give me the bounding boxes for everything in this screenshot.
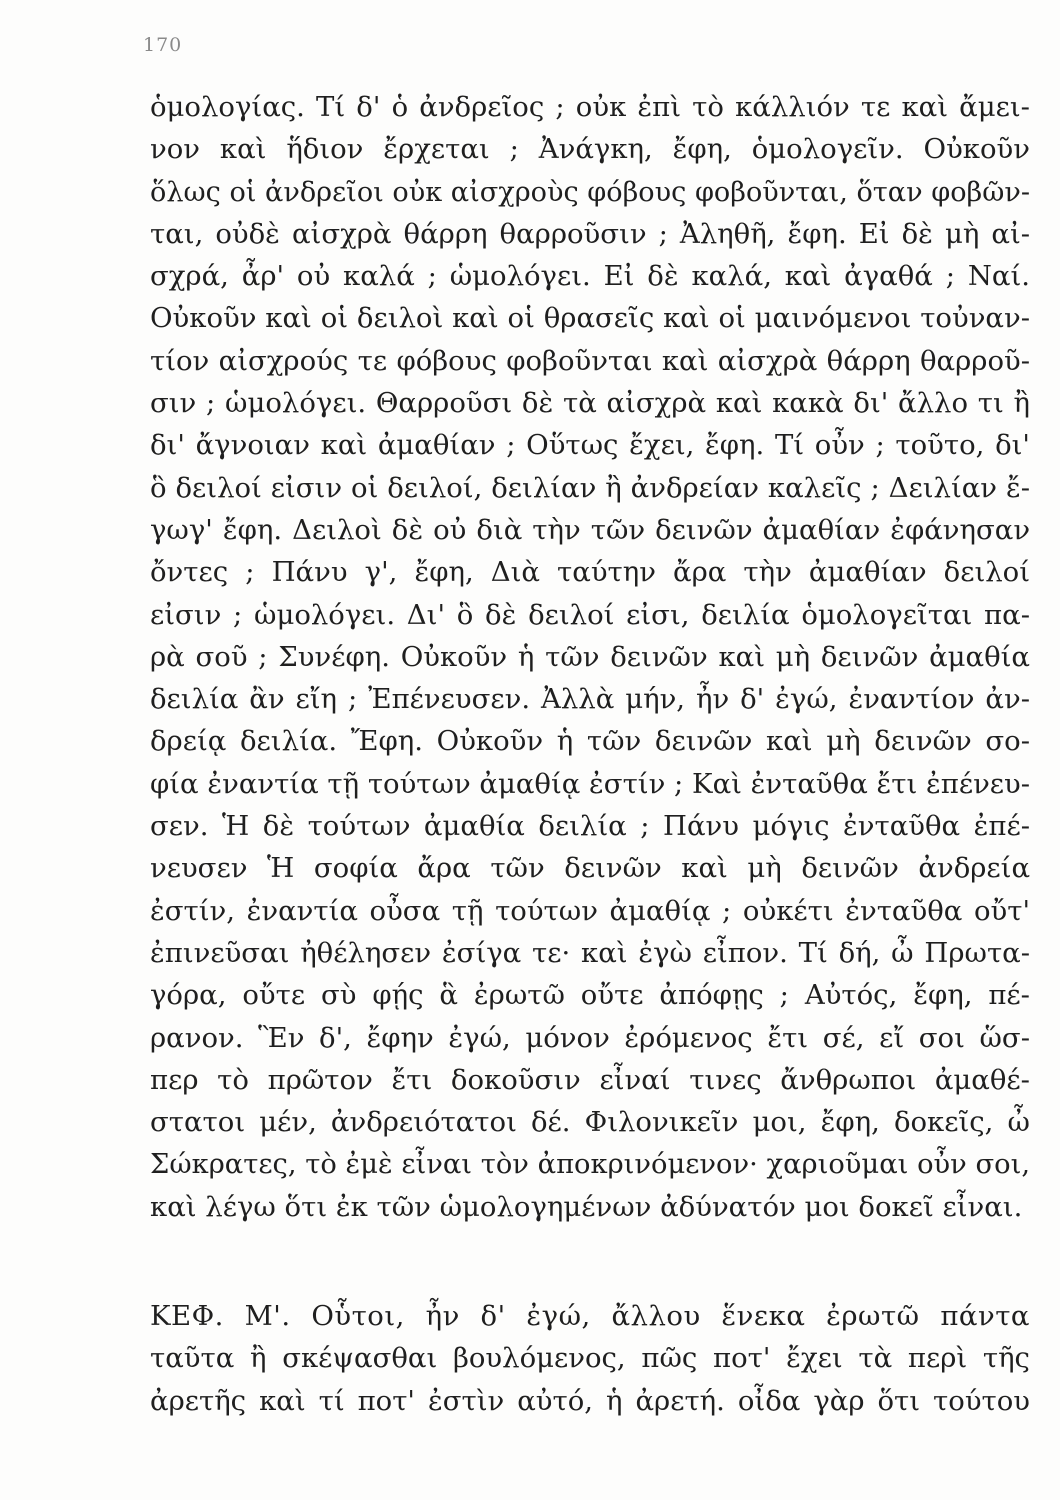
text-line: καὶ λέγω ὅτι ἐκ τῶν ὡμολογημένων ἀδύνατόν μοι δοκεῖ εἶναι. <box>150 1190 1023 1223</box>
text-line: ὅλως οἱ ἀνδρεῖοι οὐκ αἰσχροὺς φόβους φοβοῦνται, ὅταν φοβῶν- <box>150 175 1031 208</box>
paragraph-dialogue <box>150 86 1030 1228</box>
text-line: ται, οὐδὲ αἰσχρὰ θάρρη θαρροῦσιν ; Ἀληθῆ, ἔφη. Εἰ δὲ μὴ αἰ- <box>150 217 1031 250</box>
text-line: ἐπινεῦσαι ἠθέλησεν ἐσίγα τε· καὶ ἐγὼ εἶπον. Τί δή, ὦ Πρωτα- <box>150 936 1031 969</box>
text-line: σχρά, ἆρ' οὐ καλά ; ὡμολόγει. Εἰ δὲ καλά, καὶ ἀγαθά ; Ναί. <box>150 260 1030 293</box>
text-line: ρανον. Ἓν δ', ἔφην ἐγώ, μόνον ἐρόμενος ἔτι σέ, εἴ σοι ὥσ- <box>150 1021 1031 1054</box>
text-line: νον καὶ ἥδιον ἔρχεται ; Ἀνάγκη, ἔφη, ὁμολογεῖν. Οὐκοῦν <box>150 133 1030 166</box>
text-line: ὁμολογίας. Τί δ' ὁ ἀνδρεῖος ; οὐκ ἐπὶ τὸ κάλλιόν τε καὶ ἄμει- <box>150 91 1030 123</box>
text-line: δρείᾳ δειλία. Ἔφη. Οὐκοῦν ἡ τῶν δεινῶν καὶ μὴ δεινῶν σο- <box>150 725 1031 758</box>
text-line: περ τὸ πρῶτον ἔτι δοκοῦσιν εἶναί τινες ἄνθρωποι ἀμαθέ- <box>150 1063 1030 1096</box>
text-line: ὃ δειλοί εἰσιν οἱ δειλοί, δειλίαν ἢ ἀνδρείαν καλεῖς ; Δειλίαν ἔ- <box>150 471 1030 504</box>
body-text <box>150 86 1030 1422</box>
text-line: σιν ; ὡμολόγει. Θαρροῦσι δὲ τὰ αἰσχρὰ καὶ κακὰ δι' ἄλλο τι ἢ <box>150 387 1031 420</box>
text-line: τίον αἰσχρούς τε φόβους φοβοῦνται καὶ αἰσχρὰ θάρρη θαρροῦ- <box>150 344 1031 377</box>
text-line: ὄντες ; Πάνυ γ', ἔφη, Διὰ ταύτην ἄρα τὴν ἀμαθίαν δειλοί <box>150 556 1031 589</box>
text-line: δι' ἄγνοιαν καὶ ἀμαθίαν ; Οὕτως ἔχει, ἔφη. Τί οὖν ; τοῦτο, δι' <box>150 429 1030 462</box>
text-line: δειλία ἂν εἴη ; Ἐπένευσεν. Ἀλλὰ μήν, ἦν δ' ἐγώ, ἐναντίον ἀν- <box>150 683 1030 716</box>
text-line: φία ἐναντία τῇ τούτων ἀμαθίᾳ ἐστίν ; Καὶ ἐνταῦθα ἔτι ἐπένευ- <box>150 767 1031 800</box>
text-line: ταῦτα ἢ σκέψασθαι βουλόμενος, πῶς ποτ' ἔχει τὰ περὶ τῆς <box>150 1342 1030 1375</box>
text-line: γόρα, οὔτε σὺ φῄς ἃ ἐρωτῶ οὔτε ἀπόφῃς ; Αὐτός, ἔφη, πέ- <box>150 979 1030 1012</box>
section-spacer <box>150 1228 1030 1295</box>
text-line: γωγ' ἔφη. Δειλοὶ δὲ οὐ διὰ τὴν τῶν δεινῶν ἀμαθίαν ἐφάνησαν <box>150 513 1031 546</box>
text-line: ρὰ σοῦ ; Συνέφη. Οὐκοῦν ἡ τῶν δεινῶν καὶ μὴ δεινῶν ἀμαθία <box>150 640 1030 673</box>
chapter-heading-line: ΚΕΦ. Μ'. Οὗτοι, ἦν δ' ἐγώ, ἄλλου ἕνεκα ἐρωτῶ πάντα <box>150 1300 1030 1333</box>
text-line: Σώκρατες, τὸ ἐμὲ εἶναι τὸν ἀποκρινόμενον· χαριοῦμαι οὖν σοι, <box>150 1148 1031 1181</box>
page-number: 170 <box>143 34 183 56</box>
text-line: νευσεν Ἡ σοφία ἄρα τῶν δεινῶν καὶ μὴ δεινῶν ἀνδρεία <box>150 852 1031 885</box>
text-line: εἰσιν ; ὡμολόγει. Δι' ὃ δὲ δειλοί εἰσι, δειλία ὁμολογεῖται πα- <box>150 598 1030 631</box>
text-line: ἀρετῆς καὶ τί ποτ' ἐστὶν αὐτό, ἡ ἀρετή. οἶδα γὰρ ὅτι τούτου <box>150 1384 1031 1417</box>
text-line: Οὐκοῦν καὶ οἱ δειλοὶ καὶ οἱ θρασεῖς καὶ οἱ μαινόμενοι τοὐναν- <box>150 302 1031 335</box>
paragraph-chapter-40 <box>150 1295 1030 1422</box>
text-line: στατοι μέν, ἀνδρειότατοι δέ. Φιλονικεῖν μοι, ἔφη, δοκεῖς, ὦ <box>150 1106 1030 1139</box>
text-line: ἐστίν, ἐναντία οὖσα τῇ τούτων ἀμαθίᾳ ; οὐκέτι ἐνταῦθα οὔτ' <box>150 894 1031 927</box>
text-line: σεν. Ἡ δὲ τούτων ἀμαθία δειλία ; Πάνυ μόγις ἐνταῦθα ἐπέ- <box>150 810 1030 843</box>
